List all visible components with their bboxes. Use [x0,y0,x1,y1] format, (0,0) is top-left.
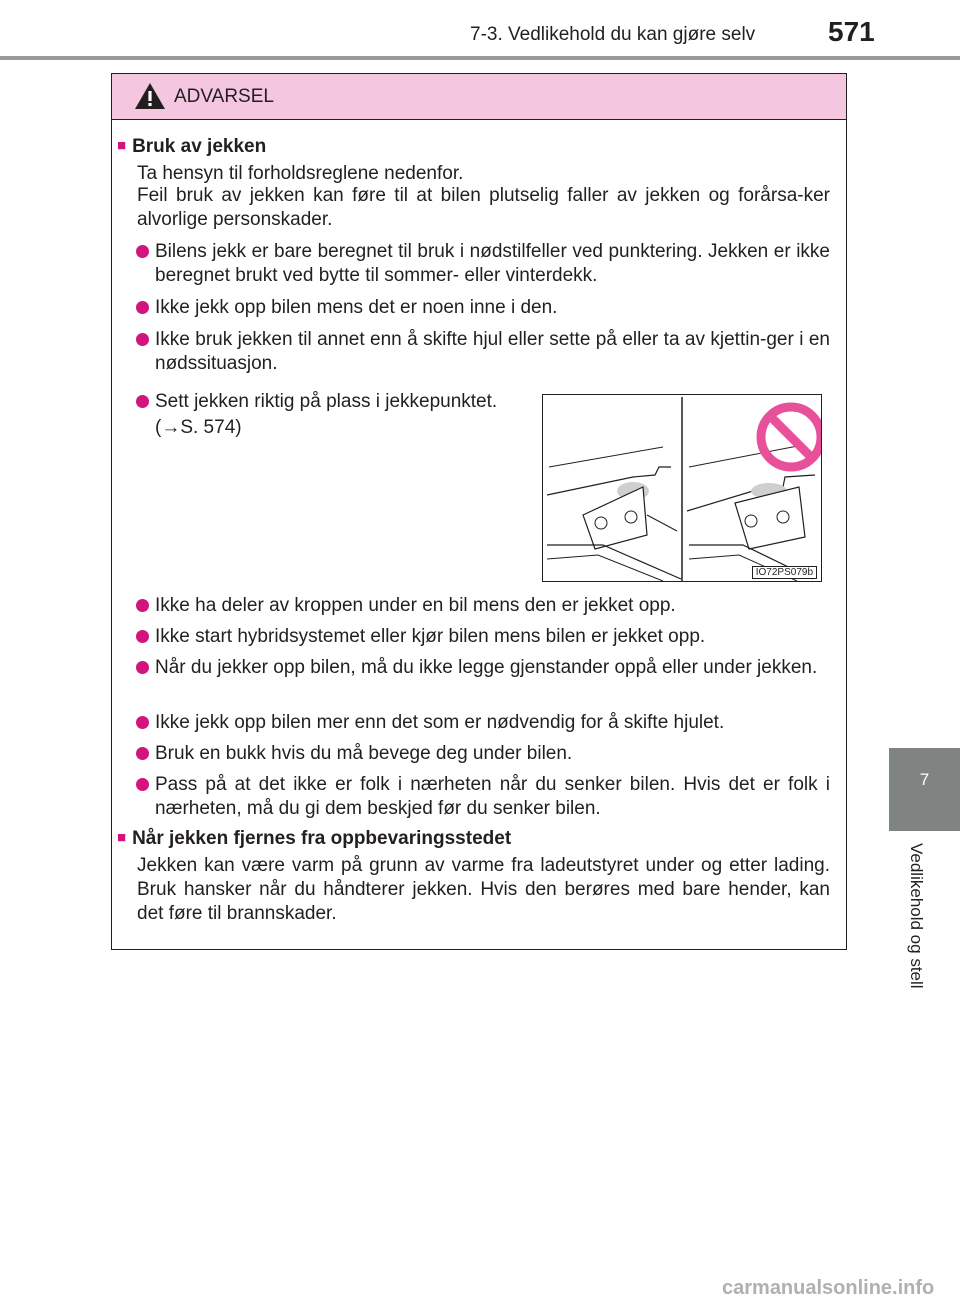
warning-box [111,73,847,950]
list-item: Ikke bruk jekken til annet enn å skifte hjul eller sette på eller ta av kjettin-ger i en nødssituasjon. [112,328,830,376]
section-heading-jack-removal: ■ Når jekken fjernes fra oppbevaringsstedet [117,828,512,849]
section-heading-jack-use: ■ Bruk av jekken [117,136,267,157]
header-rule [0,56,960,60]
bullet-icon [136,301,149,314]
bullet-icon [136,661,149,674]
list-item: Pass på at det ikke er folk i nærheten når du senker bilen. Hvis det er folk i nærheten, må du gi dem beskjed før du senker bilen. [112,773,830,821]
chapter-title: Vedlikehold og stell [907,843,926,989]
bullet-icon [136,245,149,258]
jack-placement-illustration [542,394,822,582]
section-title: 7-3. Vedlikehold du kan gjøre selv [470,24,756,45]
bullet-icon [136,716,149,729]
bullet-icon [136,630,149,643]
list-item: Ikke ha deler av kroppen under en bil mens den er jekket opp. [112,594,830,618]
bullet-icon [136,333,149,346]
warning-triangle-icon [134,82,166,110]
chapter-number: 7 [919,770,930,789]
bullet-icon [136,599,149,612]
square-bullet-icon: ■ [117,137,127,154]
list-item: Bilens jekk er bare beregnet til bruk i nødstilfeller ved punktering. Jekken er ikke beregnet brukt ved bytte til sommer- eller vinterdekk. [112,240,830,288]
bullet-icon [136,395,149,408]
bullet-icon [136,747,149,760]
bullet-icon [136,778,149,791]
intro-paragraph: Feil bruk av jekken kan føre til at bilen plutselig faller av jekken og forårsa-ker alvorlige personskader. [137,185,830,230]
warning-header [112,74,846,120]
chapter-tab [889,748,960,831]
watermark: carmanualsonline.info [722,1277,935,1299]
warning-label: ADVARSEL [174,86,274,107]
list-item: Bruk en bukk hvis du må bevege deg under bilen. [112,742,830,766]
list-item: Ikke jekk opp bilen mens det er noen inne i den. [112,296,830,320]
list-item: Ikke jekk opp bilen mer enn det som er nødvendig for å skifte hjulet. [112,711,830,735]
list-item: Ikke start hybridsystemet eller kjør bilen mens bilen er jekket opp. [112,625,830,649]
page-number: 571 [828,16,875,47]
list-item: Sett jekken riktig på plass i jekkepunktet. [112,390,526,414]
illustration-code: IO72PS079b [752,566,817,579]
removal-paragraph: Jekken kan være varm på grunn av varme fra ladeutstyret under og etter lading. Bruk hansker når du håndterer jekken. Hvis den berøres med bare hender, kan det føre til brannskader. [137,855,830,924]
intro-line: Ta hensyn til forholdsreglene nedenfor. [137,163,464,184]
page-reference: (→S. 574) [155,417,242,438]
jack-diagram [543,395,821,581]
list-item: Når du jekker opp bilen, må du ikke legge gjenstander oppå eller under jekken. [112,656,830,680]
square-bullet-icon: ■ [117,829,127,846]
prohibition-icon [761,407,821,467]
